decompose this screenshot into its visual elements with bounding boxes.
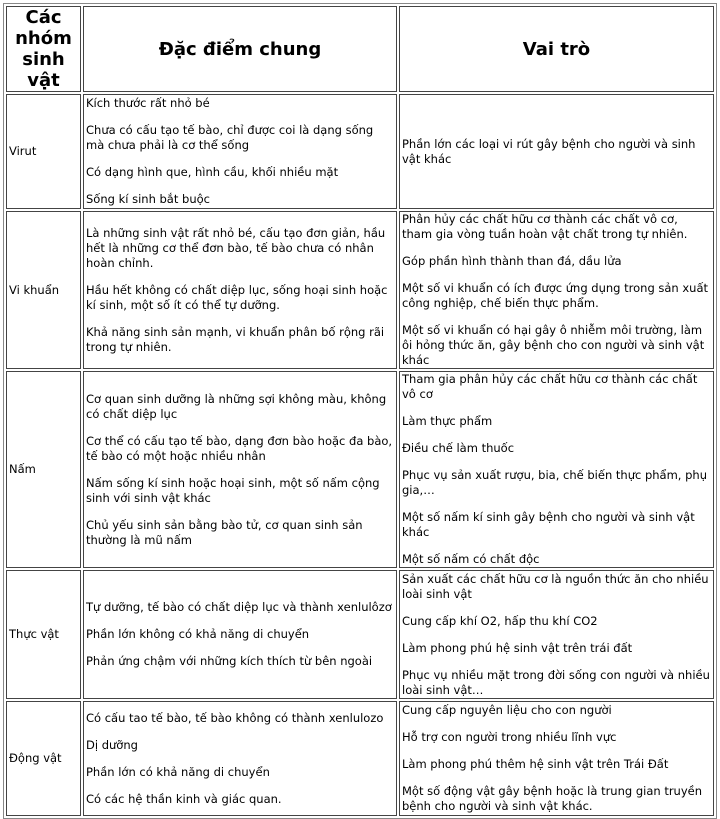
feature-item: Hầu hết không có chất diệp lục, sống hoại sinh hoặc kí sinh, một số ít có thể tự dưỡng.: [86, 282, 388, 312]
role-item: Phục vụ sản xuất rượu, bia, chế biến thực phẩm, phụ gia,…: [402, 468, 707, 497]
table-row: [6, 371, 714, 568]
role-item: Phục vụ nhiều mặt trong đời sống con người và nhiều loài sinh vật…: [402, 667, 710, 697]
header-row: [6, 6, 714, 92]
header-features: Đặc điểm chung: [83, 6, 397, 92]
role-item: Làm phong phú hệ sinh vật trên trái đất: [402, 640, 633, 655]
role-item: Tham gia phân hủy các chất hữu cơ thành các chất vô cơ: [402, 372, 698, 401]
table-row: [6, 570, 714, 699]
feature-item: Có dạng hình que, hình cầu, khối nhiều mặt: [86, 165, 339, 179]
feature-item: Khả năng sinh sản mạnh, vi khuẩn phân bố rộng rãi trong tự nhiên.: [86, 324, 385, 354]
feature-item: Kích thước rất nhỏ bé: [86, 96, 210, 110]
feature-item: Có cấu tao tế bào, tế bào không có thành xenlulozo: [86, 710, 384, 725]
features-cell: [83, 94, 397, 209]
table-row: [6, 94, 714, 209]
roles-cell: [399, 570, 714, 699]
role-item: Góp phần hình thành than đá, dầu lửa: [402, 254, 622, 268]
feature-item: Phần lớn không có khả năng di chuyển: [86, 627, 310, 641]
group-name: Virut: [6, 94, 81, 209]
feature-item: Chưa có cấu tạo tế bào, chỉ được coi là dạng sống mà chưa phải là cơ thể sống: [86, 123, 374, 152]
feature-item: Dị dưỡng: [86, 737, 138, 752]
organism-groups-table: [3, 3, 717, 819]
feature-item: Chủ yếu sinh sản bằng bào tử, cơ quan sinh sản thường là mũ nấm: [86, 517, 363, 547]
role-item: Làm phong phú thêm hệ sinh vật trên Trái Đất: [402, 757, 669, 771]
feature-item: Tự dưỡng, tế bào có chất diệp lục và thành xenlulôzơ: [86, 600, 392, 614]
group-name: Thực vật: [6, 570, 81, 699]
features-cell: [83, 570, 397, 699]
role-item: Làm thực phẩm: [402, 414, 493, 428]
feature-item: Là những sinh vật rất nhỏ bé, cấu tạo đơn giản, hầu hết là những cơ thể đơn bào, tế bào chưa có nhân hoàn chỉnh.: [86, 225, 386, 270]
feature-item: Phần lớn có khả năng di chuyển: [86, 764, 270, 779]
roles-cell: [399, 701, 714, 816]
roles-cell: [399, 211, 714, 369]
roles-cell: [399, 94, 714, 209]
table-row: [6, 701, 714, 816]
role-item: Một số động vật gây bệnh hoặc là trung gian truyền bệnh cho người và sinh vật khác.: [402, 784, 703, 813]
role-item: Phân hủy các chất hữu cơ thành các chất vô cơ, tham gia vòng tuần hoàn vật chất trong tự nhiên.: [402, 212, 688, 241]
role-item: Một số vi khuẩn có hại gây ô nhiễm môi trường, làm ôi hỏng thức ăn, gây bệnh cho con người và sinh vật khác: [402, 323, 705, 367]
group-name: Động vật: [6, 701, 81, 816]
role-item: Điều chế làm thuốc: [402, 441, 515, 455]
group-name: Nấm: [6, 371, 81, 568]
feature-item: Cơ quan sinh dưỡng là những sợi không màu, không có chất diệp lục: [86, 391, 387, 421]
role-item: Một số nấm kí sinh gây bệnh cho người và sinh vật khác: [402, 510, 695, 539]
roles-cell: [399, 371, 714, 568]
feature-item: Có các hệ thần kinh và giác quan.: [86, 791, 282, 806]
header-groups: Các nhóm sinh vật: [6, 6, 81, 92]
features-cell: [83, 211, 397, 369]
features-cell: [83, 371, 397, 568]
role-item: Cung cấp nguyên liệu cho con người: [402, 703, 612, 717]
header-roles: Vai trò: [399, 6, 714, 92]
feature-item: Nấm sống kí sinh hoặc hoại sinh, một số nấm cộng sinh với sinh vật khác: [86, 475, 380, 505]
features-cell: [83, 701, 397, 816]
role-item: Cung cấp khí O2, hấp thu khí CO2: [402, 613, 598, 628]
role-item: Một số vi khuẩn có ích được ứng dụng trong sản xuất công nghiệp, chế biến thực phẩm.: [402, 281, 709, 310]
role-item: Sản xuất các chất hữu cơ là nguồn thức ăn cho nhiều loài sinh vật: [402, 571, 709, 601]
table-row: [6, 211, 714, 369]
role-item: Hỗ trợ con người trong nhiều lĩnh vực: [402, 730, 617, 744]
role-item: Phần lớn các loại vi rút gây bệnh cho người và sinh vật khác: [402, 136, 696, 166]
role-item: Một số nấm có chất độc: [402, 552, 540, 566]
feature-item: Sống kí sinh bắt buộc: [86, 192, 210, 206]
feature-item: Cơ thể có cấu tạo tế bào, dạng đơn bào hoặc đa bào, tế bào có một hoặc nhiều nhân: [86, 433, 393, 463]
feature-item: Phản ứng chậm với những kích thích từ bên ngoài: [86, 654, 373, 668]
group-name: Vi khuẩn: [6, 211, 81, 369]
